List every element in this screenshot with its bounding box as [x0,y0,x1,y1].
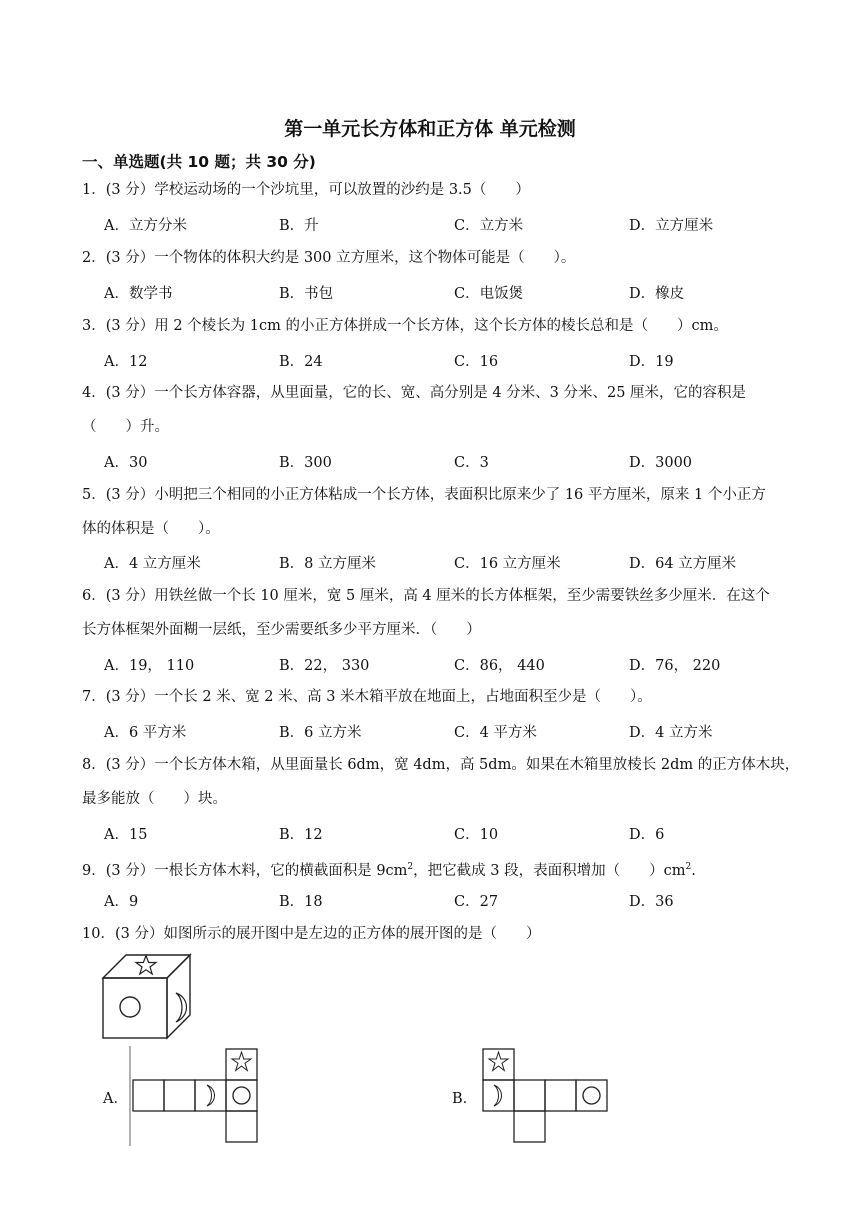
option-b[interactable]: B．300 [279,455,332,471]
option-d[interactable]: D．36 [629,894,674,910]
cube-figure [98,950,198,1042]
question-1 [82,173,822,207]
superscript: 2 [407,862,414,872]
option-a[interactable]: A．立方分米 [104,218,187,234]
option-d[interactable]: D．立方厘米 [629,218,714,234]
question-text: 5．(3 分）小明把三个相同的小正方体粘成一个长方体，表面积比原来少了 16 平方厘米，原来 1 个小正方 [82,487,766,503]
question-text: 2．(3 分）一个物体的体积大约是 300 立方厘米，这个物体可能是（ ）。 [82,250,576,266]
figure-option-a-label: A． [103,1091,128,1107]
question-10 [82,917,822,951]
question-2-options [104,282,824,306]
option-a[interactable]: A．12 [104,354,148,370]
question-text-continued: （ ）升。 [82,419,169,435]
question-text-continued: 体的体积是（ ）。 [82,521,220,537]
option-c[interactable]: C．16 立方厘米 [454,556,561,572]
question-9-options [104,890,824,914]
question-7-options [104,721,824,745]
option-a[interactable]: A．9 [104,894,139,910]
option-c[interactable]: C．16 [454,354,499,370]
question-2 [82,241,822,275]
option-c[interactable]: C．10 [454,827,499,843]
option-c[interactable]: C．4 平方米 [454,725,537,741]
question-text: 6．(3 分）用铁丝做一个长 10 厘米，宽 5 厘米，高 4 厘米的长方体框架，至少需要铁丝多少厘米．在这个 [82,588,770,604]
question-text-end: . [691,862,696,879]
option-d[interactable]: D．4 立方米 [629,725,713,741]
option-c[interactable]: C．立方米 [454,218,524,234]
question-text: 1．(3 分）学校运动场的一个沙坑里，可以放置的沙约是 3.5（ ） [82,182,530,198]
option-b[interactable]: B．书包 [279,286,334,302]
question-text-part: ，把它截成 3 段，表面积增加（ ）cm [413,862,686,879]
option-d[interactable]: D．6 [629,827,665,843]
question-text-continued: 最多能放（ ）块。 [82,791,227,807]
option-c[interactable]: C．3 [454,455,489,471]
question-1-options [104,214,824,238]
question-9 [82,850,822,888]
net-option-a [128,1046,262,1146]
question-3-options [104,350,824,374]
option-b[interactable]: B．8 立方厘米 [279,556,376,572]
option-a[interactable]: A．数学书 [104,286,173,302]
question-text: 7．(3 分）一个长 2 米、宽 2 米、高 3 米木箱平放在地面上，占地面积至少是（ ）。 [82,689,652,705]
option-d[interactable]: D．64 立方厘米 [629,556,737,572]
option-d[interactable]: D．橡皮 [629,286,685,302]
question-6 [82,579,822,647]
option-d[interactable]: D．76， 220 [629,658,721,674]
option-a[interactable]: A．4 立方厘米 [104,556,201,572]
question-4-options [104,451,824,475]
page-title: 第一单元长方体和正方体 单元检测 [284,118,576,140]
option-a[interactable]: A．30 [104,455,148,471]
question-4 [82,376,822,444]
question-8-options [104,823,824,847]
question-text: 10．(3 分）如图所示的展开图中是左边的正方体的展开图的是（ ） [82,926,541,942]
option-b[interactable]: B．升 [279,218,319,234]
question-3 [82,309,822,343]
option-d[interactable]: D．3000 [629,455,693,471]
option-b[interactable]: B．24 [279,354,323,370]
section-heading: 一、单选题(共 10 题；共 30 分) [82,153,316,171]
option-a[interactable]: A．19， 110 [104,658,195,674]
question-text: 8．(3 分）一个长方体木箱，从里面量长 6dm，宽 4dm，高 5dm。如果在木箱里放棱长 2dm 的正方体木块， [82,757,800,773]
option-c[interactable]: C．86， 440 [454,658,545,674]
question-6-options [104,654,824,678]
option-b[interactable]: B．18 [279,894,323,910]
option-b[interactable]: B．22， 330 [279,658,370,674]
superscript: 2 [685,862,692,872]
option-c[interactable]: C．27 [454,894,499,910]
net-option-b [478,1046,612,1146]
question-text: 4．(3 分）一个长方体容器，从里面量，它的长、宽、高分别是 4 分米、3 分米、25 厘米，它的容积是 [82,385,747,401]
figure-option-b-label: B． [452,1091,478,1107]
option-b[interactable]: B．12 [279,827,323,843]
question-7 [82,680,822,714]
option-c[interactable]: C．电饭煲 [454,286,524,302]
option-b[interactable]: B．6 立方米 [279,725,362,741]
question-5 [82,478,822,546]
option-d[interactable]: D．19 [629,354,674,370]
question-text: 9．(3 分）一根长方体木料，它的横截面积是 9cm [82,862,408,879]
question-text-continued: 长方体框架外面糊一层纸，至少需要纸多少平方厘米．（ ） [82,622,481,638]
question-text: 3．(3 分）用 2 个棱长为 1cm 的小正方体拼成一个长方体，这个长方体的棱长总和是（ ）cm。 [82,318,728,334]
question-8 [82,748,822,816]
question-5-options [104,552,824,576]
option-a[interactable]: A．15 [104,827,148,843]
option-a[interactable]: A．6 平方米 [104,725,187,741]
